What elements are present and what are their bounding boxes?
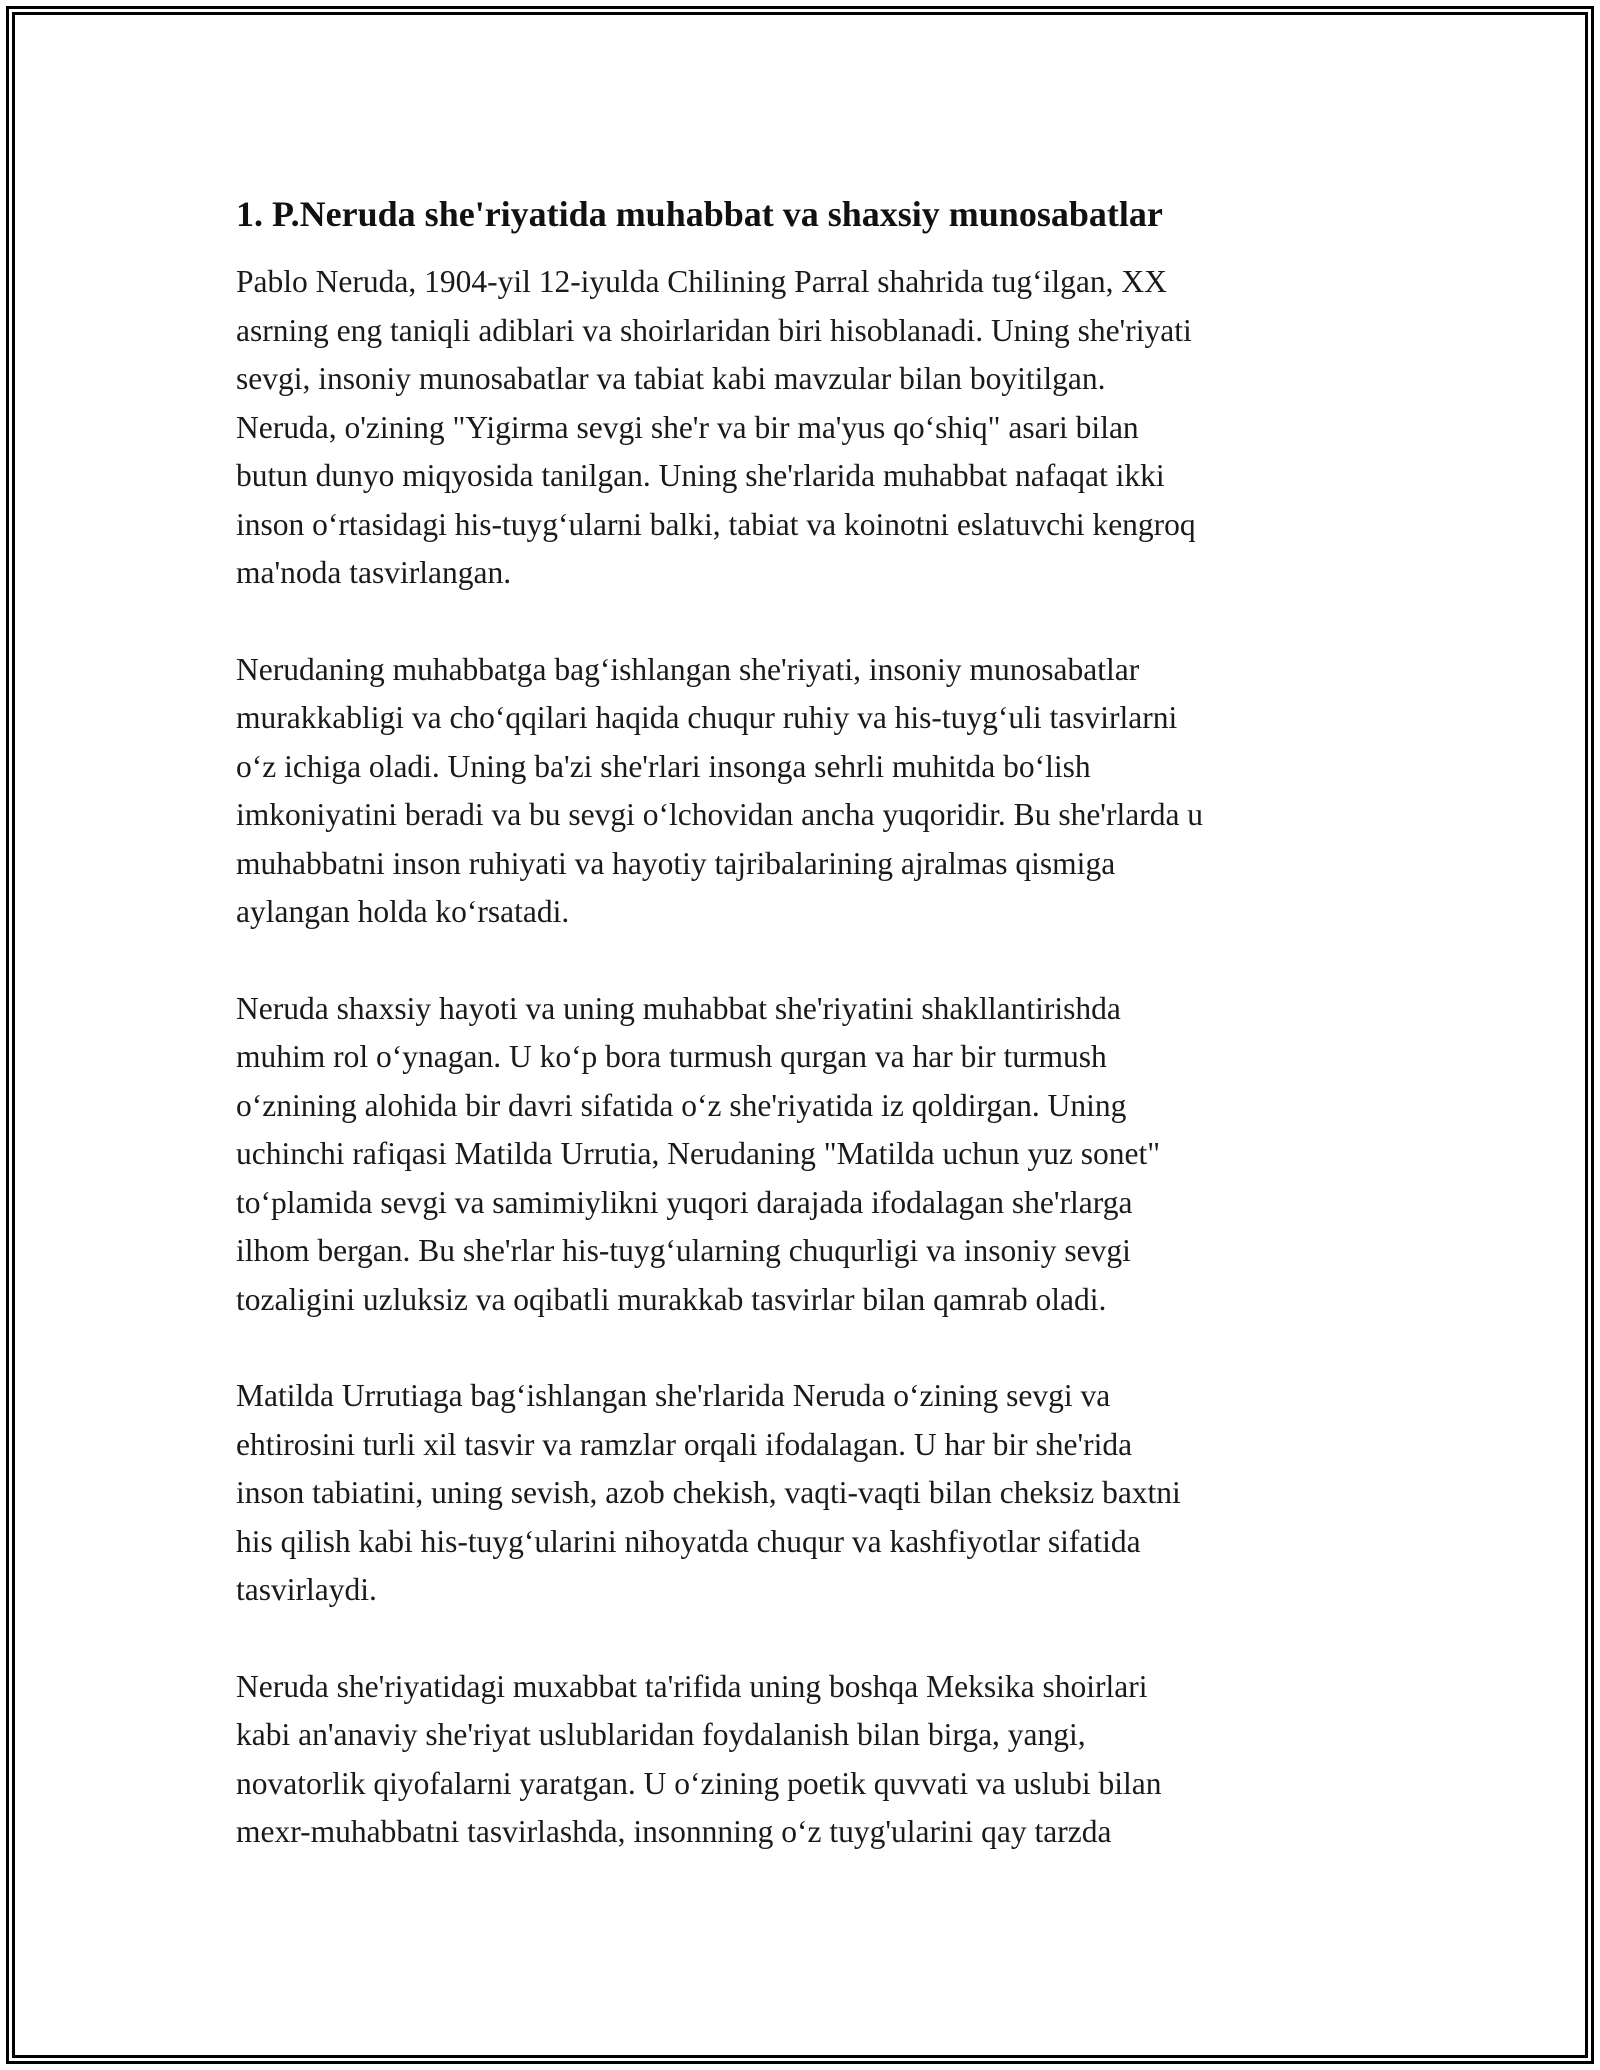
paragraph-line: muhabbatni inson ruhiyati va hayotiy tajribalarining ajralmas qismiga: [236, 845, 1116, 881]
paragraph-2: [236, 646, 1386, 937]
paragraph-1: [236, 258, 1386, 598]
paragraph-line: butun dunyo miqyosida tanilgan. Uning she'rlarida muhabbat nafaqat ikki: [236, 458, 1165, 493]
paragraph-line: tasvirlaydi.: [236, 1572, 377, 1607]
paragraph-line: kabi an'anaviy she'riyat uslublaridan foydalanish bilan birga, yangi,: [236, 1717, 1086, 1752]
paragraph-4: [236, 1372, 1386, 1615]
paragraph-line: aylangan holda ko‘rsatadi.: [236, 894, 570, 929]
paragraph-line: imkoniyatini beradi va bu sevgi o‘lchovidan ancha yuqoridir. Bu she'rlarda u: [236, 797, 1204, 832]
paragraph-line: ma'noda tasvirlangan.: [236, 555, 512, 590]
paragraph-line: Neruda, o'zining "Yigirma sevgi she'r va bir ma'yus qo‘shiq" asari bilan: [236, 409, 1139, 445]
paragraph-line: o‘znining alohida bir davri sifatida o‘z she'riyatida iz qoldirgan. Uning: [236, 1087, 1127, 1123]
paragraph-line: Neruda she'riyatidagi muxabbat ta'rifida uning boshqa Meksika shoirlari: [236, 1668, 1148, 1704]
paragraph-line: ilhom bergan. Bu she'rlar his-tuyg‘ularning chuqurligi va insoniy sevgi: [236, 1233, 1131, 1268]
paragraph-line: asrning eng taniqli adiblari va shoirlaridan biri hisoblanadi. Uning she'riyati: [236, 312, 1192, 348]
paragraph-line: o‘z ichiga oladi. Uning ba'zi she'rlari insonga sehrli muhitda bo‘lish: [236, 748, 1091, 784]
paragraph-3: [236, 985, 1386, 1325]
paragraph-line: ehtirosini turli xil tasvir va ramzlar orqali ifodalagan. U har bir she'rida: [236, 1426, 1133, 1462]
paragraph-line: Matilda Urrutiaga bag‘ishlangan she'rlarida Neruda o‘zining sevgi va: [236, 1378, 1111, 1413]
paragraph-line: novatorlik qiyofalarni yaratgan. U o‘zining poetik quvvati va uslubi bilan: [236, 1765, 1162, 1801]
paragraph-line: tozaligini uzluksiz va oqibatli murakkab tasvirlar bilan qamrab oladi.: [236, 1281, 1107, 1317]
section-heading: 1. P.Neruda she'riyatida muhabbat va shaxsiy munosabatlar: [236, 194, 1163, 234]
paragraph-line: muhim rol o‘ynagan. U ko‘p bora turmush qurgan va har bir turmush: [236, 1039, 1107, 1074]
paragraph-line: murakkabligi va cho‘qqilari haqida chuqur ruhiy va his-tuyg‘uli tasvirlarni: [236, 700, 1178, 735]
paragraph-5: [236, 1663, 1386, 1857]
paragraph-line: uchinchi rafiqasi Matilda Urrutia, Nerudaning "Matilda uchun yuz sonet": [236, 1136, 1161, 1171]
paragraph-line: inson o‘rtasidagi his-tuyg‘ularni balki, tabiat va koinotni eslatuvchi kengroq: [236, 506, 1196, 542]
document-body: [236, 190, 1386, 1905]
paragraph-line: to‘plamida sevgi va samimiylikni yuqori darajada ifodalagan she'rlarga: [236, 1184, 1133, 1220]
paragraph-line: sevgi, insoniy munosabatlar va tabiat kabi mavzular bilan boyitilgan.: [236, 361, 1106, 396]
paragraph-line: inson tabiatini, uning sevish, azob chekish, vaqti-vaqti bilan cheksiz baxtni: [236, 1475, 1181, 1510]
paragraph-line: mexr-muhabbatni tasvirlashda, insonnning o‘z tuyg'ularini qay tarzda: [236, 1814, 1112, 1849]
paragraph-line: his qilish kabi his-tuyg‘ularini nihoyatda chuqur va kashfiyotlar sifatida: [236, 1523, 1141, 1559]
paragraph-line: Pablo Neruda, 1904-yil 12-iyulda Chilining Parral shahrida tug‘ilgan, XX: [236, 264, 1167, 299]
paragraph-line: Neruda shaxsiy hayoti va uning muhabbat she'riyatini shakllantirishda: [236, 990, 1121, 1026]
paragraph-line: Nerudaning muhabbatga bag‘ishlangan she'riyati, insoniy munosabatlar: [236, 651, 1140, 687]
